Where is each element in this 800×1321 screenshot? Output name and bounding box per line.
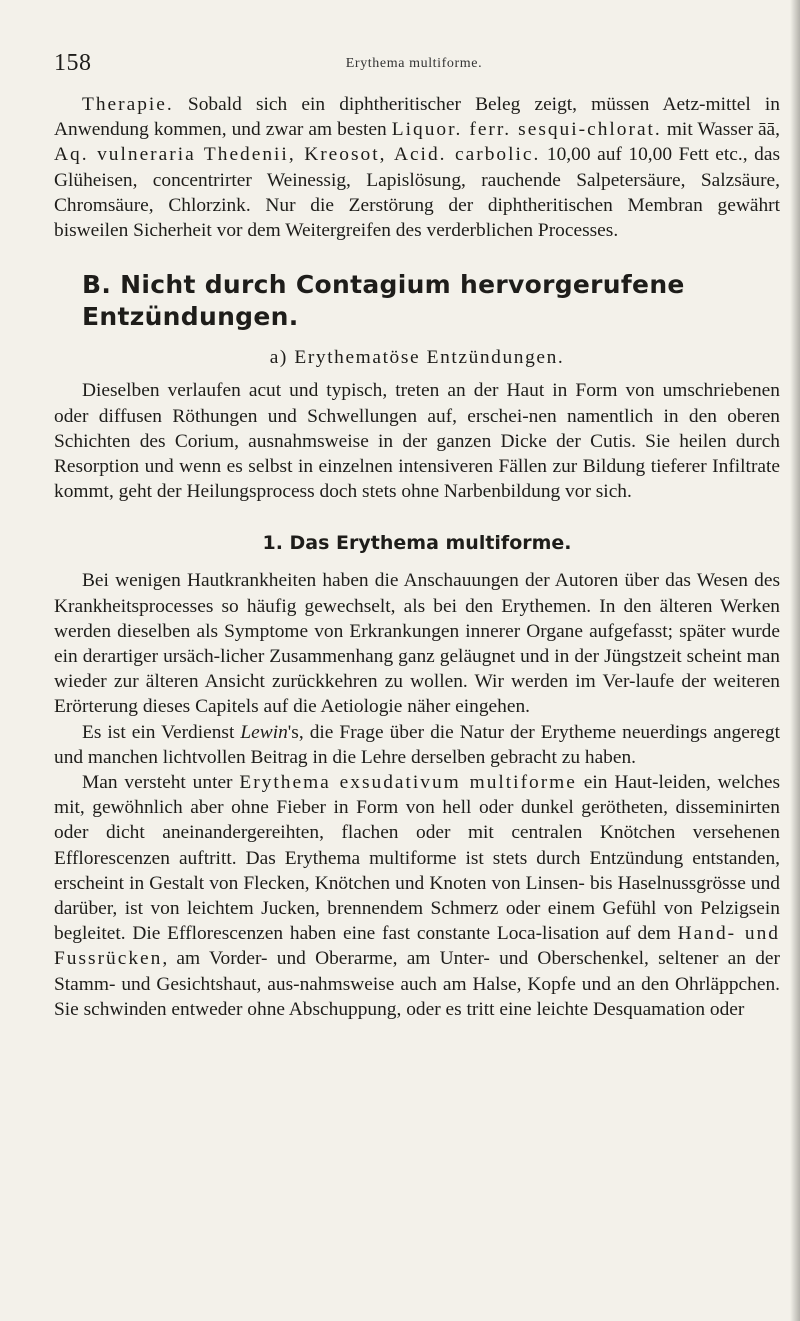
body-text	[54, 92, 780, 1022]
text-run: Man versteht unter	[82, 772, 240, 794]
running-header	[54, 50, 774, 80]
text-run: , am Vorder- und Oberarme, am Unter- und Oberschenkel, seltener an der Stamm- und Gesichtshaut, aus-nahmsweise auch am Halse, Kopfe und an den Ohrläppchen. Sie schwinden entweder ohne Abschuppung, oder es tritt eine leichte Desquamation oder	[54, 948, 780, 1020]
text-run: Bei wenigen Hautkrankheiten haben die Anschauungen der Autoren über das Wesen des Krankheitsprocesses so häufig gewechselt, als bei den Erythemen. In den älteren Werken werden dieselben als Symptome von Erkrankungen innerer Organe aufgefasst; später wurde ein derartiger ursäch-licher Zusammenhang ganz geläugnet und in der Jüngstzeit scheint man wieder zur älteren Ansicht zurückkehren zu wollen. Wir werden im Ver-laufe der weiteren Erörterung dieses Capitels auf die Aetiologie näher eingehen.	[54, 570, 780, 718]
text-run: mit Wasser āā,	[661, 119, 781, 141]
page-edge-shadow	[790, 0, 800, 1321]
text-run: Lewin	[240, 721, 288, 743]
text-run: Dieselben verlaufen acut und typisch, treten an der Haut in Form von umschriebenen oder diffusen Röthungen und Schwellungen auf, erschei-nen namentlich in den oberen Schichten des Corium, ausnahmsweise in der ganzen Dicke der Cutis. Sie heilen durch Resorption und wenn es selbst in einzelnen intensiveren Fällen zur Bildung tieferer Infiltrate kommt, geht der Heilungsprocess doch stets ohne Narbenbildung vor sich.	[54, 380, 780, 503]
text-run: 10,00 auf 10,00 Fett etc., das Glüheisen, concentrirter Weinessig, Lapislösung, rauchende Salpetersäure, Salzsäure, Chromsäure, Chlorzink. Nur die Zerstörung der diphtheritischen Membran gewährt bisweilen Sicherheit vor dem Weitergreifen des verderblichen Processes.	[54, 144, 780, 242]
text-run: Hand- und Fussrücken	[54, 923, 780, 970]
text-run: ein Haut-leiden, welches mit, gewöhnlich aber ohne Fieber in Form von hell oder dunkel gerötheten, disseminirten oder dicht aneinandergereihten, flachen oder mit centralen Knötchen versehenen Efflorescenzen auftritt. Das Erythema multiforme ist stets durch Entzündung entstanden, erscheint in Gestalt von Flecken, Knötchen und Knoten von Linsen- bis Haselnussgrösse und darüber, ist von leichtem Jucken, brennendem Schmerz oder einem Gefühl von Pelzigsein begleitet. Die Efflorescenzen haben eine fast constante Loca-lisation auf dem	[54, 772, 781, 945]
paragraph-dieselben	[54, 378, 780, 504]
paragraph-therapie	[54, 92, 780, 243]
book-page	[54, 0, 800, 1321]
page-number: 158	[54, 50, 92, 76]
subsection-heading-a: a) Erythematöse Entzündungen.	[269, 347, 565, 369]
running-title: Erythema multiforme.	[345, 56, 483, 71]
paragraph-bei-wenigen	[54, 568, 780, 719]
text-run: 's, die Frage über die Natur der Erytheme neuerdings angeregt und manchen lichtvollen Beitrag in die Lehre derselben gebracht zu haben.	[54, 721, 780, 768]
text-run: Erythema exsudativum multiforme	[239, 772, 577, 794]
text-run: Aq. vulneraria Thedenii, Kreosot, Acid. carbolic.	[54, 144, 541, 166]
text-run: Es ist ein Verdienst	[82, 721, 241, 743]
section-heading-b: B. Nicht durch Contagium hervorgerufene Entzündungen.	[82, 270, 685, 332]
chapter-heading-erythema-multiforme: 1. Das Erythema multiforme.	[262, 532, 572, 555]
paragraph-lewin	[54, 720, 780, 770]
text-run: Liquor. ferr. sesqui-chlorat.	[391, 119, 662, 141]
paragraph-man-versteht	[54, 770, 780, 1022]
text-run: Therapie.	[82, 94, 174, 115]
text-run: Sobald sich ein diphtheritischer Beleg zeigt, müssen Aetz-mittel in Anwendung kommen, und zwar am besten	[54, 94, 780, 141]
